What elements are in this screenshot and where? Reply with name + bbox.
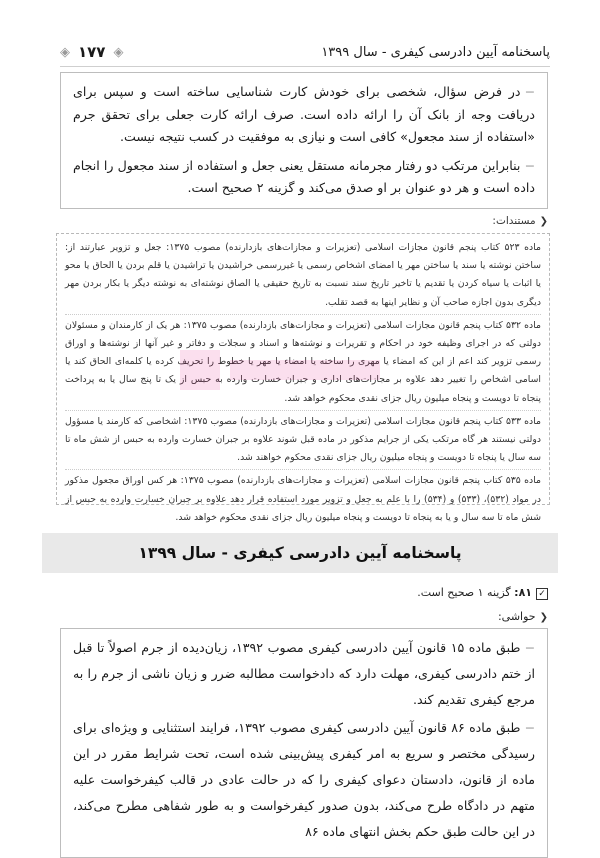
divider: [65, 314, 541, 315]
ornament-icon: ◈: [113, 44, 124, 60]
page-number: ۱۷۷: [78, 43, 106, 61]
notes-box: [60, 628, 548, 858]
dash-icon: −: [524, 157, 535, 173]
chevron-bullet-icon: ❮: [539, 612, 548, 623]
answer-text: گزینه ۱ صحیح است.: [417, 586, 511, 599]
notes-paragraph: −طبق ماده ۱۵ قانون آیین دادرسی کیفری مصوب ۱۳۹۲، زیان‌دیده از جرم اصولاً تا قبل از ختم دادرسی کیفری، مهلت دارد که دادخواست مطالبه ضرر و زیان ناشی از جرم را به مرجع کیفری تقدیم کند.: [73, 640, 535, 707]
running-title: پاسخنامه آیین دادرسی کیفری - سال ۱۳۹۹: [321, 44, 550, 60]
checkbox-icon: ✓: [536, 588, 548, 600]
reference-article: ماده ۵۳۳ کتاب پنجم قانون مجازات اسلامی (تعزیرات و مجازات‌های بازدارنده) مصوب ۱۳۷۵: اشخاصی که کارمند یا مسؤول دولتی نیستند هر گاه مرتکب یکی از جرایم مذکور در ماده قبل شوند علاوه بر جبران خسارت وارده به حبس از شش ماه تا سه سال یا پنجاه تا دویست و پنجاه میلیون ریال جزای نقدی محکوم خواهند شد.: [65, 415, 541, 464]
dash-icon: −: [524, 720, 536, 735]
references-box: [56, 233, 550, 523]
explanation-paragraph: −بنابراین مرتکب دو رفتار مجرمانه مستقل یعنی جعل و استفاده از سند مجعول را انجام داده است و هر دو عنوان بر او صدق می‌کند و گزینه ۲ صحیح است.: [73, 157, 535, 195]
reference-article: ماده ۵۲۳ کتاب پنجم قانون مجازات اسلامی (تعزیرات و مجازات‌های بازدارنده) مصوب ۱۳۷۵: جعل و تزویر عبارتند از: ساختن نوشته یا سند یا ساختن مهر یا امضای اشخاص رسمی یا غیررسمی خراشیدن یا تراشیدن یا قلم بردن یا الحاق یا محو یا اثبات یا سیاه کردن یا تقدیم یا تاخیر تاریخ سند نسبت به تاریخ حقیقی یا الصاق نوشته‌ای به نوشته دیگر یا بکار بردن مهر دیگری بدون اجازه صاحب آن و نظایر اینها به قصد تقلب.: [65, 242, 541, 308]
notes-heading: ❮حواشی:: [497, 610, 548, 623]
reference-article: ماده ۵۳۵ کتاب پنجم قانون مجازات اسلامی (تعزیرات و مجازات‌های بازدارنده) مصوب ۱۳۷۵: هر کس اوراق مجعول مذکور در مواد (۵۳۲)، (۵۳۳) و (۵۳۴) را با علم به جعل و تزویر مورد استفاده قرار دهد علاوه بر جبران خسارت وارده به حبس از شش ماه تا سه سال و یا به پنجاه تا دویست و پنجاه میلیون ریال جزای نقدی محکوم خواهد شد.: [65, 475, 541, 523]
reference-article: ماده ۵۳۲ کتاب پنجم قانون مجازات اسلامی (تعزیرات و مجازات‌های بازدارنده) مصوب ۱۳۷۵: هر یک از کارمندان و مسئولان دولتی که در اجرای وظیفه خود در احکام و تقریرات و نوشته‌ها و اسناد و سجلات و دفاتر و غیر آنها از نوشته‌ها و اوراق رسمی تزویر کند اعم از این که امضاء یا مهری را ساخته یا امضاء یا مهر یا خطوط را تحریف کرده یا کلمه‌ای الحاق کند یا اسامی اشخاص را تغییر دهد علاوه بر مجازات‌های اداری و جبران خسارت وارده به حبس از یک تا پنج سال یا به پرداخت پنجاه تا دویست و پنجاه میلیون ریال جزای نقدی محکوم خواهد شد.: [65, 319, 541, 404]
section-title: پاسخنامه آیین دادرسی کیفری - سال ۱۳۹۹: [138, 544, 462, 562]
answer-line: [417, 586, 548, 600]
page-header: [60, 40, 550, 64]
header-divider: [60, 66, 550, 67]
section-banner: [42, 533, 558, 573]
references-heading: ❮مستندات:: [492, 215, 548, 227]
dash-icon: −: [524, 84, 535, 99]
explanation-paragraph: −در فرض سؤال، شخصی برای خودش کارت شناسایی ساخته است و سپس برای دریافت وجه از بانک آن را ارائه داده است. صرف ارائه کارت جعلی برای تحقق جرم «استفاده از سند مجعول» کافی است و نیازی به موفقیت در کسب نتیجه نیست.: [73, 84, 535, 144]
ornament-icon: ◈: [60, 44, 70, 60]
notes-paragraph: −طبق ماده ۸۶ قانون آیین دادرسی کیفری مصوب ۱۳۹۲، فرایند استثنایی و ویژه‌ای برای رسیدگی مختصر و سریع به امر کیفری پیش‌بینی شده است، تحت شرایط مقرر در این ماده از قانون، دادستان دعوای کیفری را که در حالت عادی در قالب کیفرخواست علیه متهم در دادگاه طرح می‌کند، بدون صدور کیفرخواست و به طور شفاهی مطرح می‌کند، در این حالت طبق حکم بخش انتهای ماده ۸۶: [73, 720, 536, 839]
chevron-bullet-icon: ❮: [539, 216, 548, 227]
dash-icon: −: [524, 640, 535, 655]
divider: [65, 410, 541, 411]
divider: [65, 469, 541, 470]
question-number: ۸۱:: [514, 586, 532, 599]
explanation-box: [60, 72, 548, 209]
